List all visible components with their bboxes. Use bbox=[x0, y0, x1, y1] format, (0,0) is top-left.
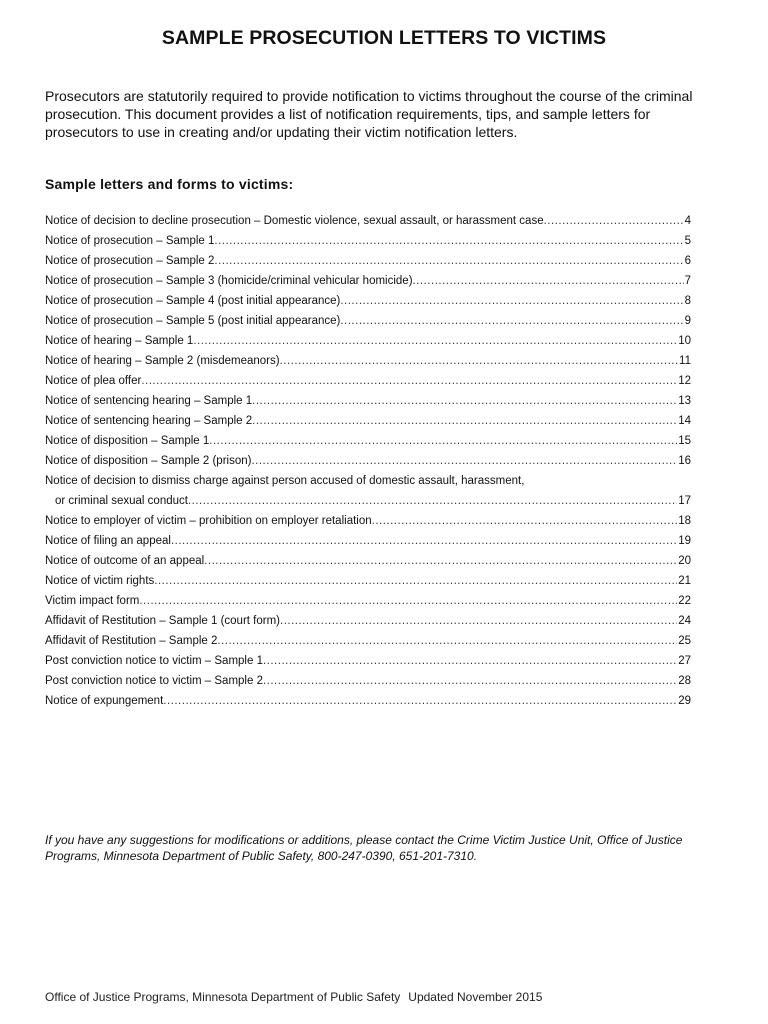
toc-dot-leader bbox=[139, 591, 677, 611]
toc-dot-leader bbox=[413, 271, 684, 291]
toc-dot-leader bbox=[171, 531, 677, 551]
toc-entry bbox=[45, 211, 691, 231]
toc-page-number: 29 bbox=[678, 695, 691, 707]
toc-entry bbox=[45, 251, 691, 271]
footer-updated-date: Updated November 2015 bbox=[408, 990, 543, 1004]
toc-dot-leader bbox=[252, 391, 677, 411]
intro-paragraph: Prosecutors are statutorily required to provide notification to victims throughout the course of the criminal prosecution. This document provides a list of notification requirements, tips, and sample letters for prosecutors to use in creating and/or updating their victim notification letters. bbox=[45, 88, 693, 140]
toc-page-number: 24 bbox=[678, 615, 691, 627]
toc-entry-label: Notice of disposition – Sample 2 (prison) bbox=[45, 455, 252, 467]
footer-organization: Office of Justice Programs, Minnesota Department of Public Safety bbox=[45, 990, 401, 1004]
toc-entry bbox=[45, 331, 691, 351]
toc-dot-leader bbox=[163, 691, 677, 711]
toc-entry bbox=[45, 531, 691, 551]
toc-dot-leader bbox=[263, 671, 677, 691]
toc-entry-label: Notice of hearing – Sample 2 (misdemeanors) bbox=[45, 355, 280, 367]
toc-page-number: 27 bbox=[678, 655, 691, 667]
toc-dot-leader bbox=[263, 651, 677, 671]
toc-entry-label: Notice to employer of victim – prohibition on employer retaliation bbox=[45, 515, 372, 527]
toc-dot-leader bbox=[252, 411, 677, 431]
toc-dot-leader bbox=[280, 351, 678, 371]
toc-page-number: 15 bbox=[678, 435, 691, 447]
toc-dot-leader bbox=[209, 431, 677, 451]
toc-page-number: 16 bbox=[678, 455, 691, 467]
toc-entry bbox=[45, 451, 691, 471]
toc-entry bbox=[45, 371, 691, 391]
toc-dot-leader bbox=[544, 211, 684, 231]
section-heading: Sample letters and forms to victims: bbox=[45, 176, 294, 192]
toc-entry bbox=[45, 591, 691, 611]
page-title: SAMPLE PROSECUTION LETTERS TO VICTIMS bbox=[161, 27, 607, 49]
toc-entry-label: Notice of sentencing hearing – Sample 2 bbox=[45, 415, 253, 427]
toc-page-number: 22 bbox=[678, 595, 691, 607]
toc-page-number: 25 bbox=[678, 635, 691, 647]
toc-entry bbox=[45, 611, 691, 631]
toc-entry-label: Notice of victim rights bbox=[45, 575, 155, 587]
toc-entry bbox=[45, 471, 691, 511]
toc-entry-label: Notice of prosecution – Sample 2 bbox=[45, 255, 215, 267]
toc-entry-label: Victim impact form bbox=[45, 595, 140, 607]
page-footer bbox=[45, 990, 542, 1004]
toc-page-number: 9 bbox=[684, 315, 691, 327]
toc-entry bbox=[45, 651, 691, 671]
toc-entry bbox=[45, 231, 691, 251]
toc-entry-label: Post conviction notice to victim – Sample 2 bbox=[45, 675, 263, 687]
toc-dot-leader bbox=[188, 491, 677, 511]
toc-page-number: 12 bbox=[678, 375, 691, 387]
toc-entry-label: Affidavit of Restitution – Sample 1 (court form) bbox=[45, 615, 280, 627]
toc-entry-label: Notice of prosecution – Sample 3 (homicide/criminal vehicular homicide) bbox=[45, 275, 413, 287]
toc-entry-label: Notice of hearing – Sample 1 bbox=[45, 335, 194, 347]
toc-entry-label: Notice of expungement bbox=[45, 695, 164, 707]
toc-page-number: 17 bbox=[678, 495, 691, 507]
toc-entry-label: Affidavit of Restitution – Sample 2 bbox=[45, 635, 218, 647]
toc-entry bbox=[45, 291, 691, 311]
toc-dot-leader bbox=[154, 571, 677, 591]
toc-dot-leader bbox=[280, 611, 677, 631]
toc-dot-leader bbox=[340, 311, 683, 331]
toc-entry bbox=[45, 551, 691, 571]
toc-entry bbox=[45, 271, 691, 291]
toc-entry-label: Notice of prosecution – Sample 4 (post initial appearance) bbox=[45, 295, 341, 307]
toc-entry bbox=[45, 571, 691, 591]
toc-entry bbox=[45, 411, 691, 431]
toc-dot-leader bbox=[251, 451, 677, 471]
toc-dot-leader bbox=[340, 291, 683, 311]
toc-page-number: 4 bbox=[684, 215, 691, 227]
toc-dot-leader bbox=[193, 331, 677, 351]
toc-entry-label: Notice of prosecution – Sample 1 bbox=[45, 235, 215, 247]
contact-note: If you have any suggestions for modifications or additions, please contact the Crime Victim Justice Unit, Office of Justice Programs, Minnesota Department of Public Safety, 800-247-0390, 651-201-7310. bbox=[45, 833, 683, 863]
toc-entry bbox=[45, 671, 691, 691]
toc-entry-label: Notice of outcome of an appeal bbox=[45, 555, 205, 567]
toc-entry bbox=[45, 431, 691, 451]
toc-entry bbox=[45, 311, 691, 331]
toc-page-number: 14 bbox=[678, 415, 691, 427]
toc-entry bbox=[45, 691, 691, 711]
toc-dot-leader bbox=[204, 551, 677, 571]
toc-page-number: 18 bbox=[678, 515, 691, 527]
toc-page-number: 6 bbox=[684, 255, 691, 267]
toc-page-number: 11 bbox=[679, 355, 691, 367]
toc-dot-leader bbox=[141, 371, 677, 391]
toc-entry bbox=[45, 351, 691, 371]
toc-entry-label: Notice of decision to decline prosecution – Domestic violence, sexual assault, or harassment case bbox=[45, 215, 544, 227]
toc-dot-leader bbox=[372, 511, 678, 531]
toc-entry-label: Post conviction notice to victim – Sample 1 bbox=[45, 655, 263, 667]
toc-dot-leader bbox=[214, 231, 683, 251]
table-of-contents bbox=[45, 211, 691, 711]
toc-entry bbox=[45, 631, 691, 651]
toc-page-number: 8 bbox=[684, 295, 691, 307]
toc-entry bbox=[45, 391, 691, 411]
toc-entry-label: Notice of plea offer bbox=[45, 375, 142, 387]
toc-page-number: 21 bbox=[678, 575, 691, 587]
toc-entry-label: Notice of filing an appeal bbox=[45, 535, 171, 547]
toc-page-number: 20 bbox=[678, 555, 691, 567]
toc-page-number: 10 bbox=[678, 335, 691, 347]
toc-page-number: 5 bbox=[684, 235, 691, 247]
toc-entry-label: Notice of prosecution – Sample 5 (post initial appearance) bbox=[45, 315, 341, 327]
toc-entry-label: Notice of disposition – Sample 1 bbox=[45, 435, 210, 447]
toc-entry-label-continued: or criminal sexual conduct bbox=[55, 495, 188, 507]
toc-page-number: 19 bbox=[678, 535, 691, 547]
toc-page-number: 28 bbox=[678, 675, 691, 687]
toc-page-number: 13 bbox=[678, 395, 691, 407]
toc-entry-label: Notice of sentencing hearing – Sample 1 bbox=[45, 395, 253, 407]
toc-entry bbox=[45, 511, 691, 531]
toc-page-number: 7 bbox=[684, 275, 691, 287]
toc-dot-leader bbox=[217, 631, 677, 651]
toc-entry-label: Notice of decision to dismiss charge against person accused of domestic assault, harassment, bbox=[45, 475, 525, 487]
toc-dot-leader bbox=[214, 251, 683, 271]
